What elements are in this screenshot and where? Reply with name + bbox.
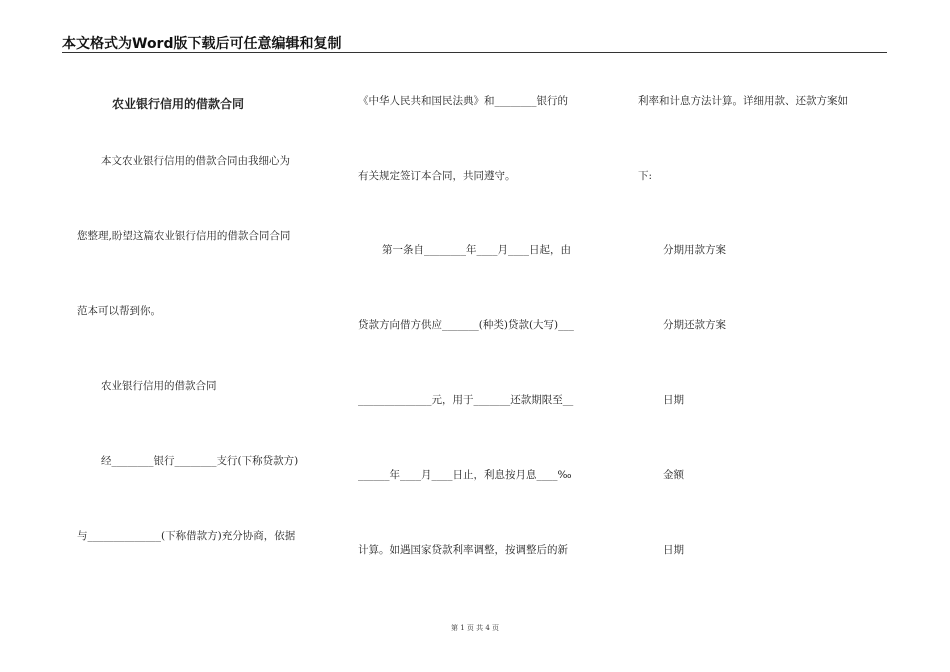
col3-line-2: 下: [638,170,653,182]
col2-line-7: 计算。如遇国家贷款利率调整，按调整后的新 [358,544,568,556]
col1-line-2: 您整理,盼望这篇农业银行信用的借款合同合同 [77,230,291,242]
col2-line-6: ______年____月____日止，利息按月息____‰ [358,469,572,481]
col3-line-5: 日期 [663,394,684,406]
col1-line-4: 农业银行信用的借款合同 [101,380,217,392]
col2-line-1: 《中华人民共和国民法典》和________银行的 [358,95,568,107]
col1-line-6: 与______________(下称借款方)充分协商，依据 [77,530,296,542]
page-indicator: 第 1 页 共 4 页 [450,624,500,632]
col2-line-2: 有关规定签订本合同，共同遵守。 [358,170,516,182]
col3-line-7: 日期 [663,544,684,556]
col3-line-4: 分期还款方案 [663,319,726,331]
col1-line-3: 范本可以帮到你。 [77,305,161,317]
col3-line-1: 利率和计息方法计算。详细用款、还款方案如 [638,95,848,107]
col1-line-5: 经________银行________支行(下称贷款方) [101,455,299,467]
col3-line-3: 分期用款方案 [663,244,726,256]
document-banner: 本文格式为Word版下载后可任意编辑和复制 [62,36,342,52]
col2-line-4: 贷款方向借方供应_______(种类)贷款(大写)___ [358,319,574,331]
document-title: 农业银行信用的借款合同 [112,97,245,111]
col1-line-1: 本文农业银行信用的借款合同由我细心为 [101,155,290,167]
col3-line-6: 金额 [663,469,684,481]
header-divider [62,52,887,53]
col2-line-5: ______________元，用于_______还款期限至__ [358,394,574,406]
col2-line-3: 第一条自________年____月____日起，由 [382,244,571,256]
